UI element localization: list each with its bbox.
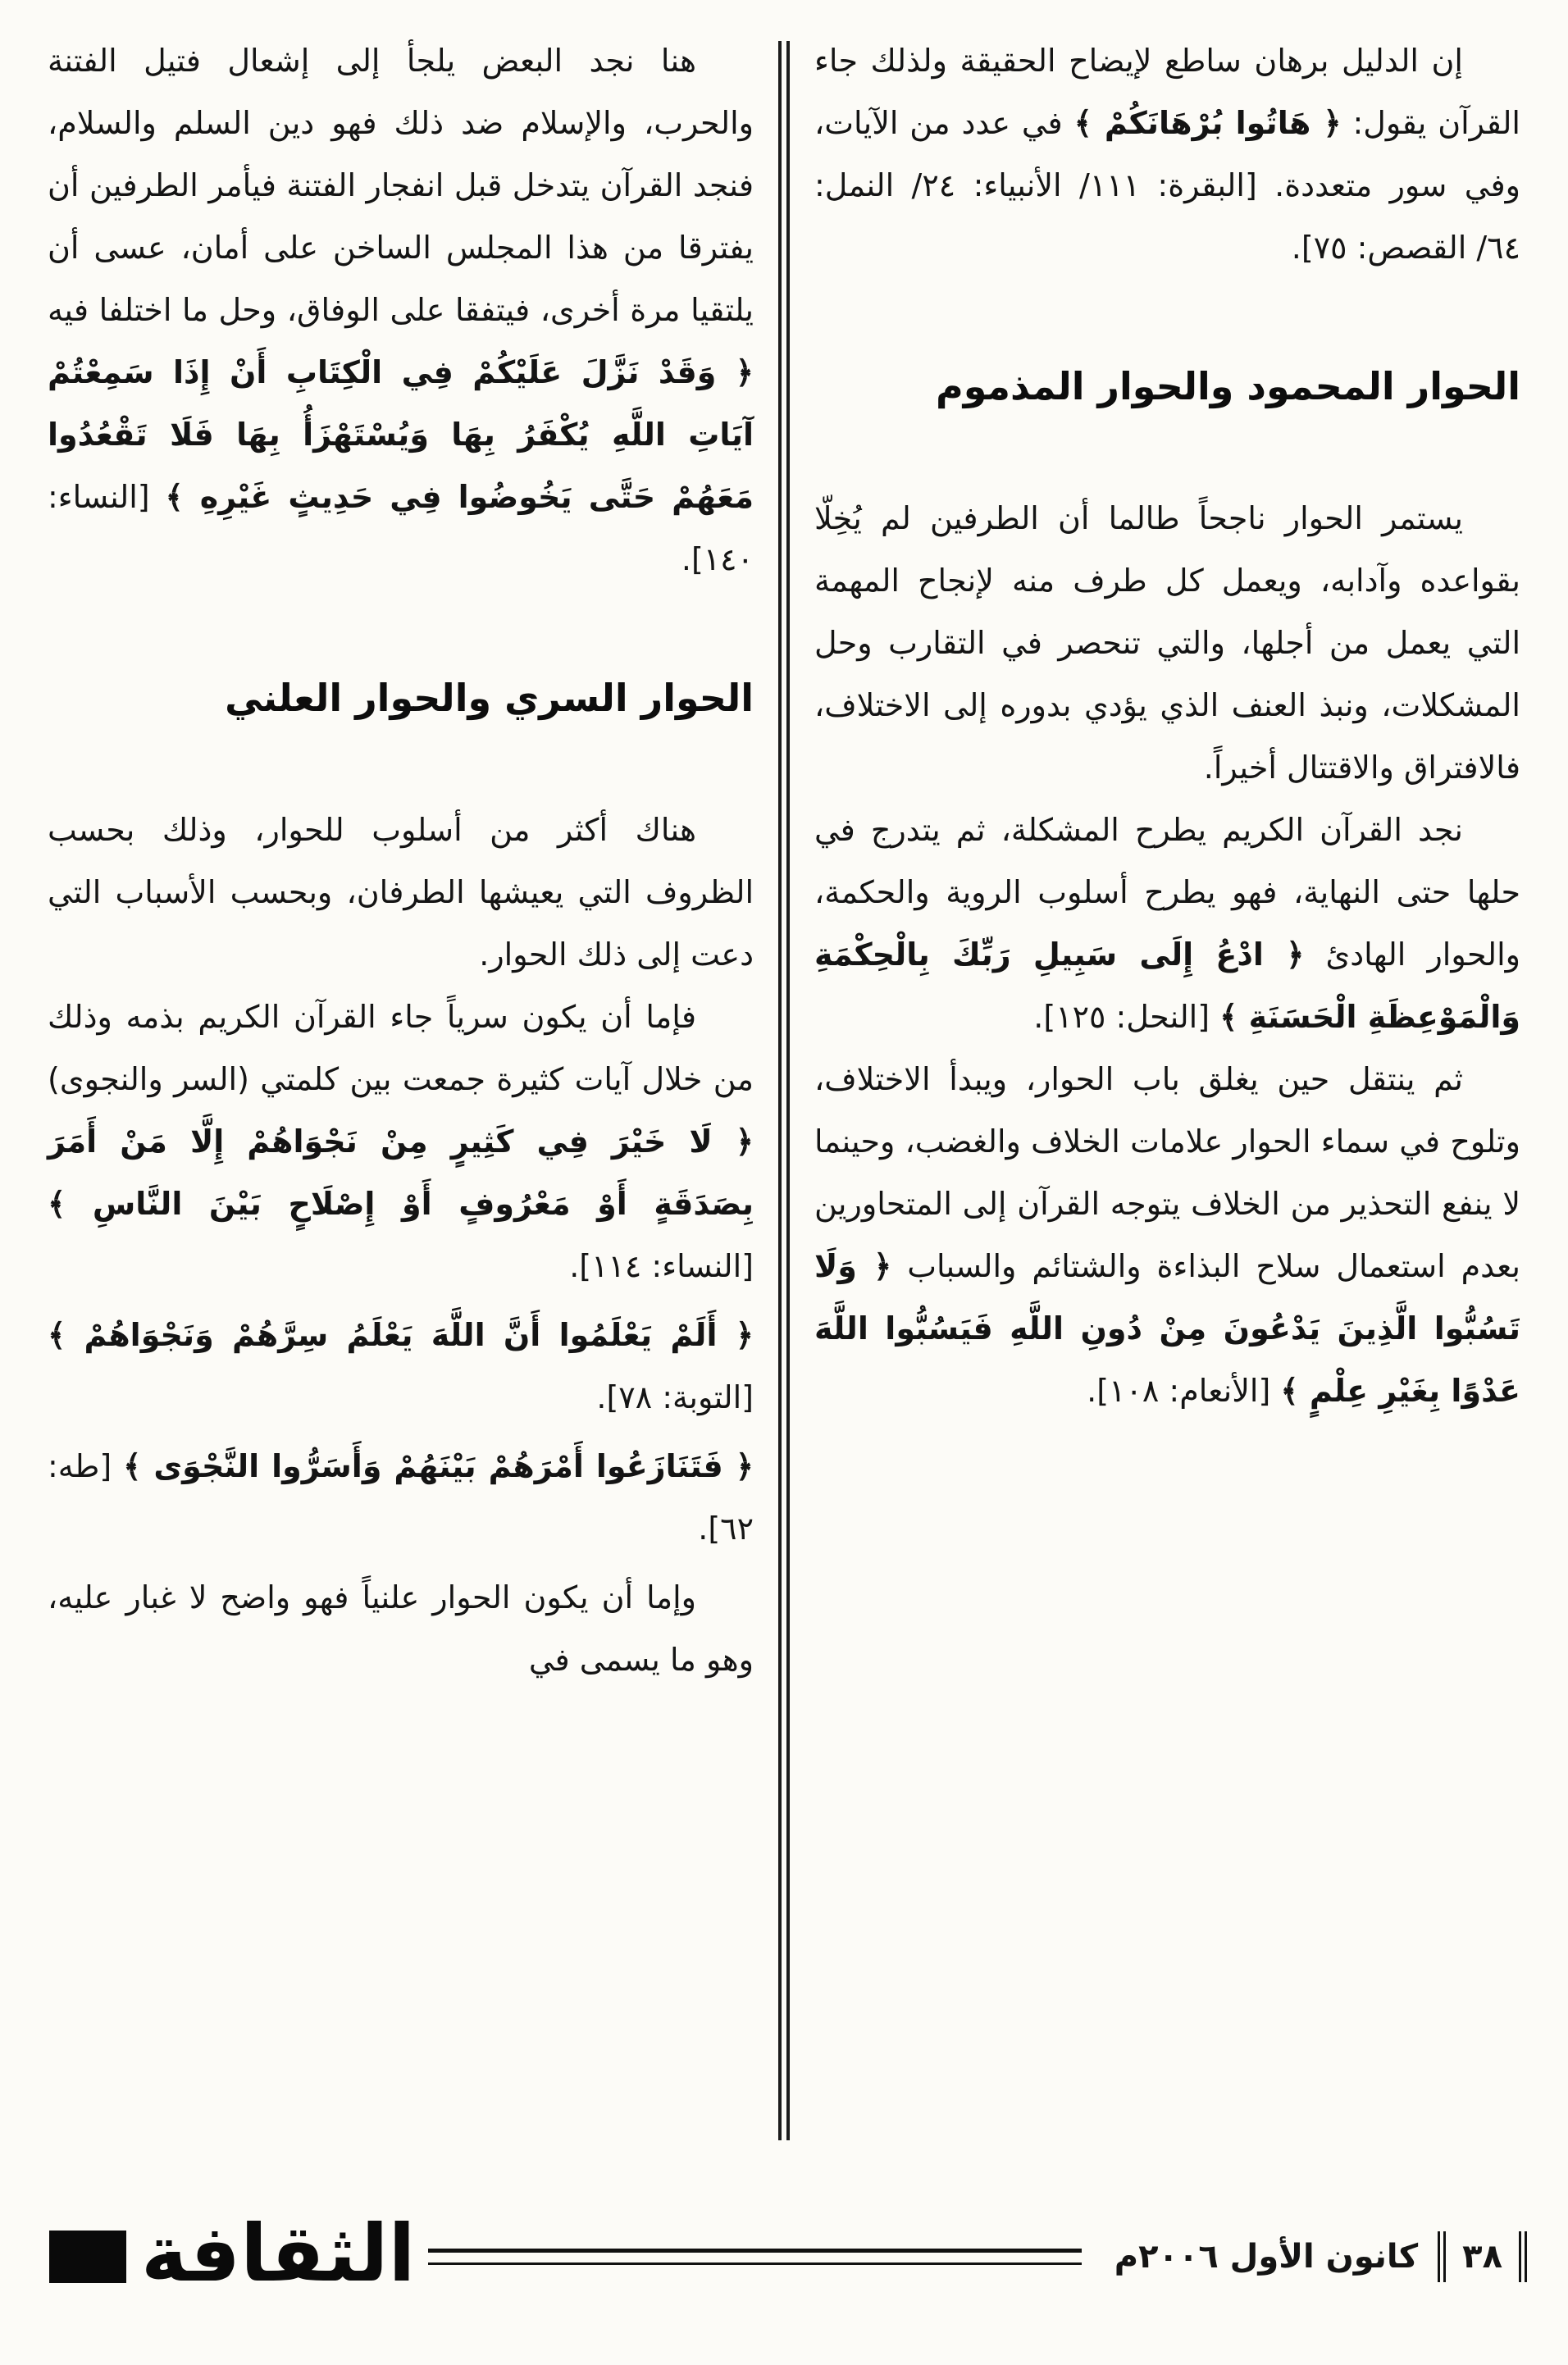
paragraph xyxy=(814,30,1520,279)
paragraph xyxy=(48,30,754,590)
body-text: نجد القرآن الكريم يطرح المشكلة، ثم يتدرج في حلها حتى النهاية، فهو يطرح أسلوب الروية والحكمة، والحوار الهادئ xyxy=(814,812,1520,973)
quran-verse: ﴿ أَلَمْ يَعْلَمُوا أَنَّ اللَّهَ يَعْلَمُ سِرَّهُمْ وَنَجْوَاهُمْ ﴾ xyxy=(48,1317,754,1353)
paragraph xyxy=(48,1566,754,1691)
logo-black-block xyxy=(49,2231,126,2283)
column-divider xyxy=(778,41,790,2140)
page-number: ٣٨ xyxy=(1462,2238,1502,2276)
quran-verse: ﴿ فَتَنَازَعُوا أَمْرَهُمْ بَيْنَهُمْ وَأَسَرُّوا النَّجْوَى ﴾ xyxy=(123,1448,754,1484)
paragraph xyxy=(48,1304,754,1429)
body-text: [الأنعام: ١٠٨]. xyxy=(1087,1373,1281,1409)
page-number-box xyxy=(1438,2231,1527,2282)
paragraph xyxy=(48,1435,754,1560)
paragraph xyxy=(48,986,754,1297)
body-text: يستمر الحوار ناجحاً طالما أن الطرفين لم يُخِلّا بقواعده وآدابه، ويعمل كل طرف منه لإنجاح المهمة التي يعمل من أجلها، والتي تنحصر في التقارب وحل المشكلات، ونبذ العنف الذي يؤدي بدوره إلى الاختلاف، فالافتراق والاقتتال أخيراً. xyxy=(814,500,1520,786)
body-text: [النساء: ١٤٠]. xyxy=(48,479,754,577)
issue-date: كانون الأول ٢٠٠٦م xyxy=(1114,2238,1419,2276)
quran-verse: ﴿ هَاتُوا بُرْهَانَكُمْ ﴾ xyxy=(1073,105,1342,141)
body-text: هناك أكثر من أسلوب للحوار، وذلك بحسب الظروف التي يعيشها الطرفان، وبحسب الأسباب التي دعت إلى ذلك الحوار. xyxy=(48,812,754,973)
body-text: إن الدليل برهان ساطع لإيضاح الحقيقة ولذلك جاء القرآن يقول: xyxy=(814,43,1520,141)
quran-verse: ﴿ وَلَا تَسُبُّوا الَّذِينَ يَدْعُونَ مِنْ دُونِ اللَّهِ فَيَسُبُّوا اللَّهَ عَدْوًا بِغَيْرِ عِلْمٍ ﴾ xyxy=(814,1248,1520,1409)
body-text: [النساء: ١١٤]. xyxy=(569,1248,754,1284)
body-text: [طه: ٦٢]. xyxy=(48,1448,754,1547)
body-text: [التوبة: ٧٨]. xyxy=(596,1379,754,1415)
paragraph xyxy=(48,799,754,986)
quran-verse: ﴿ ادْعُ إِلَى سَبِيلِ رَبِّكَ بِالْحِكْمَةِ وَالْمَوْعِظَةِ الْحَسَنَةِ ﴾ xyxy=(814,936,1520,1035)
paragraph xyxy=(814,1048,1520,1422)
quran-verse: ﴿ لَا خَيْرَ فِي كَثِيرٍ مِنْ نَجْوَاهُمْ إِلَّا مَنْ أَمَرَ بِصَدَقَةٍ أَوْ مَعْرُوفٍ أَوْ إِصْلَاحٍ بَيْنَ النَّاسِ ﴾ xyxy=(48,1123,754,1222)
footer-rule xyxy=(428,2249,1081,2265)
body-text: وإما أن يكون الحوار علنياً فهو واضح لا غبار عليه، وهو ما يسمى في xyxy=(48,1579,754,1678)
column-right xyxy=(814,30,1520,2160)
magazine-logo: الثقافة xyxy=(141,2208,416,2299)
paragraph xyxy=(814,487,1520,799)
body-text: ثم ينتقل حين يغلق باب الحوار، ويبدأ الاختلاف، وتلوح في سماء الحوار علامات الخلاف والغضب، وحينما لا ينفع التحذير من الخلاف يتوجه القرآن إلى المتحاورين بعدم استعمال سلاح البذاءة والشتائم والسباب xyxy=(814,1061,1520,1284)
page-content xyxy=(48,30,1520,2160)
body-text: هنا نجد البعض يلجأ إلى إشعال فتيل الفتنة والحرب، والإسلام ضد ذلك فهو دين السلم والسلام، فنجد القرآن يتدخل قبل انفجار الفتنة فيأمر الطرفين أن يفترقا من هذا المجلس الساخن على أمان، عسى أن يلتقيا مرة أخرى، فيتفقا على الوفاق، وحل ما اختلفا فيه xyxy=(48,43,754,328)
body-text: [النحل: ١٢٥]. xyxy=(1033,999,1220,1035)
column-left xyxy=(48,30,754,2160)
body-text: فإما أن يكون سرياً جاء القرآن الكريم بذمه وذلك من خلال آيات كثيرة جمعت بين كلمتي (السر والنجوى) xyxy=(48,999,754,1097)
paragraph xyxy=(814,799,1520,1048)
quran-verse: ﴿ وَقَدْ نَزَّلَ عَلَيْكُمْ فِي الْكِتَابِ أَنْ إِذَا سَمِعْتُمْ آيَاتِ اللَّهِ يُكْفَرُ بِهَا وَيُسْتَهْزَأُ بِهَا فَلَا تَقْعُدُوا مَعَهُمْ حَتَّى يَخُوضُوا فِي حَدِيثٍ غَيْرِهِ ﴾ xyxy=(48,354,754,515)
body-text: في عدد من الآيات، وفي سور متعددة. [البقرة: ١١١/ الأنبياء: ٢٤/ النمل: ٦٤/ القصص: ٧٥]. xyxy=(814,105,1520,266)
heading-praised-condemned-dialogue: الحوار المحمود والحوار المذموم xyxy=(936,364,1520,408)
page-footer xyxy=(49,2206,1527,2308)
heading-secret-public-dialogue: الحوار السري والحوار العلني xyxy=(225,676,754,720)
